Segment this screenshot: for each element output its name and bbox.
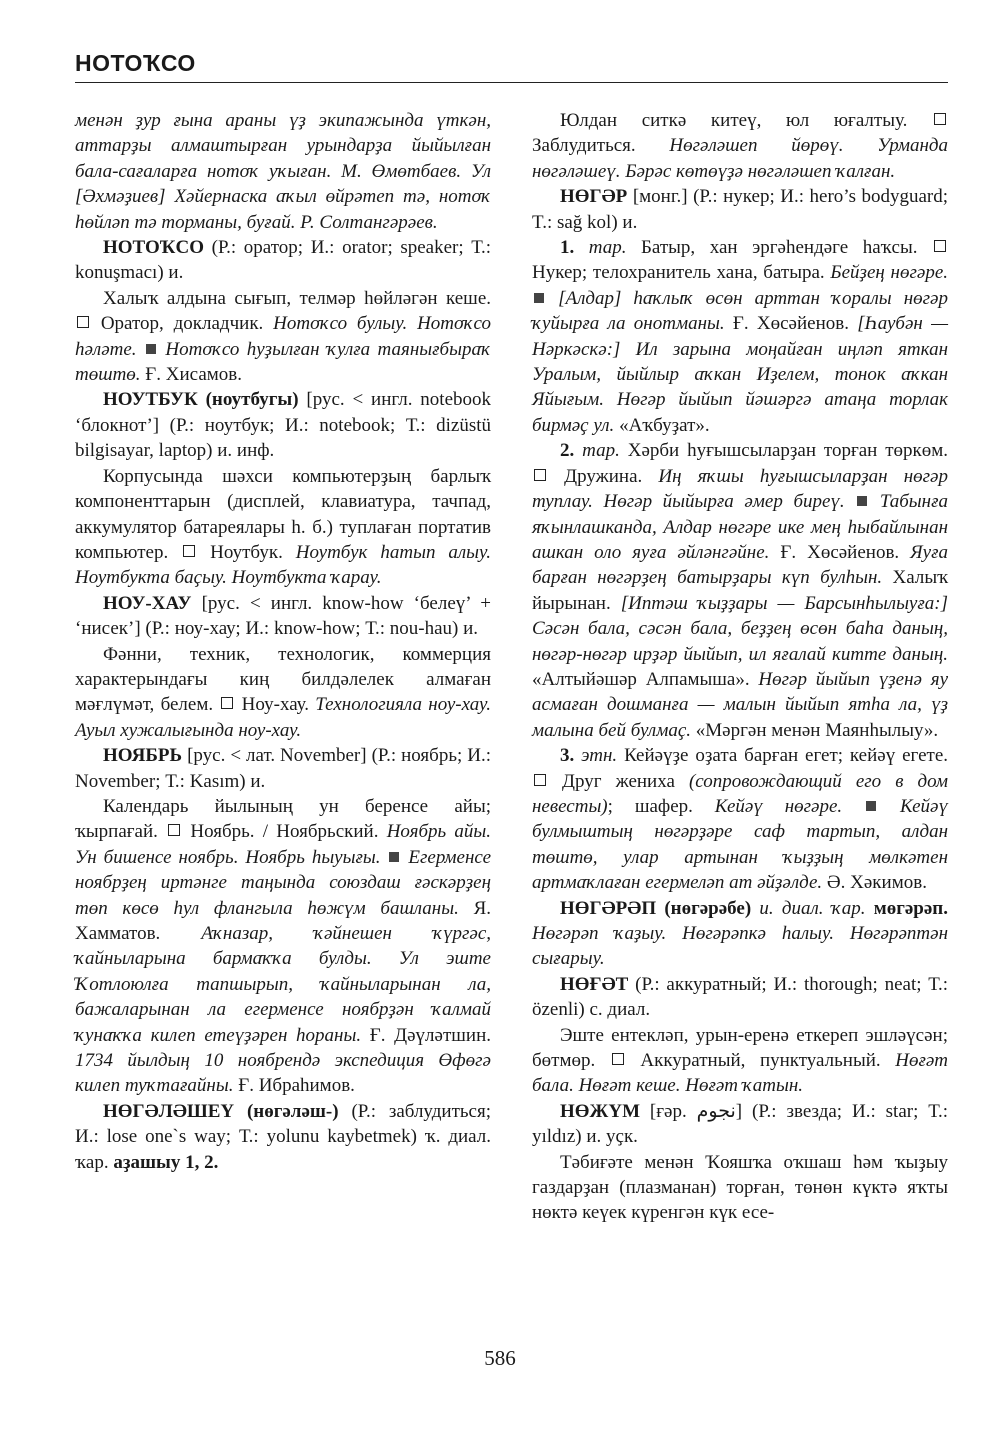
translation-box-icon bbox=[168, 824, 180, 836]
definition: Юлдан ситкә китеү, юл юғалтыу. Заблудиться. Нөгәләшеп йөрөү. Урманда нөгәләшеү. Бәрәс көтөүҙә нөгәләшеп ҡалған. bbox=[532, 110, 948, 182]
headword: НОЯБРЬ bbox=[103, 745, 183, 767]
citation-square-icon bbox=[534, 293, 544, 303]
entry-nogat: НӨҒӘТ (Р.: аккуратный; И.: thorough; neat; Т.: özenli) с. диал. bbox=[532, 973, 949, 1021]
definition: Эште ентекләп, урын-еренә еткереп эшләүсән; бөтмөр. Аккуратный, пунктуальный. Нөғәт бала. Нөғәт кеше. Нөғәт ҡатын. bbox=[532, 1024, 949, 1097]
continued-citation: менән ҙур ғына араны үҙ экипажында үткән, аттарҙы алмаштырған урындарҙа йыйылған бала-сағаларға нотоҡ уҡыған. М. Өмөтбаев. Ул [Әхмәҙиев] Хәйернаска аҡыл өйрәтеп тә, нотоҡ һөйләп тә торманы, буғай. Р. Солтангәрәев. bbox=[75, 110, 491, 233]
translation-box-icon bbox=[934, 240, 946, 252]
entry-nou-hau: НОУ-ХАУ [рус. < ингл. know-how ‘белеү’ + ‘нисек’] (Р.: ноу-хау; И.: know-how; Т.: nou-hau) и. bbox=[75, 592, 491, 640]
sense-2: 2. тар. Хәрби һуғышсыларҙан торған төркөм. Дружина. Иң яҡшы һуғышсыларҙан нөгәр туплау. Нөгәр йыйырға әмер биреү. Табынға яҡынлашканда, Алдар нөгәре ике меӊ һыбайлынан ашкан оло яуға әйләнгәйне. Ғ. Хөсәйенов. Яуға барған нөгәрҙең батырҙары күп булһын. Халыҡ йырынан. [Иптәш ҡыҙҙары — Барсынһылыуға:] Сәсән бала, сәсән бала, беҙҙең өсөн баһа даның, нөгәр-нөгәр ирҙәр йыйып, ил яғалай китте даның. «Алтыйәшәр Алпамыша». Нөгәр йыйып үҙенә яу асмаған дошманға — малын йыйып ятһа ла, үҙ малына бей булмаҫ. «Мәргән менән Маянһылыу». bbox=[532, 440, 949, 741]
headword: НОТОҠСО bbox=[103, 237, 205, 259]
entry-noutbuk: НОУТБУК (ноутбугы) [рус. < ингл. notebook ‘блокнот’] (Р.: ноутбук; И.: notebook; Т.: dizüstü bilgisayar, laptop) и. инф. bbox=[75, 389, 492, 462]
headword: НӨГӘЛӘШЕҮ (нөгәләш-) bbox=[103, 1100, 339, 1122]
entry-noyabr: НОЯБРЬ [рус. < лат. November] (Р.: ноябрь; И.: November; Т.: Kasım) и. bbox=[75, 745, 492, 792]
definition: Тәбиғәте менән Ҡояшҡа оҡшаш һәм ҡыҙыу газдарҙан (плазманан) торған, төнөн күктә яҡты нөктә кеүек күренгән күк есе- bbox=[532, 1151, 948, 1224]
translation-box-icon bbox=[77, 316, 89, 328]
arabic-word: نجوم bbox=[696, 1100, 736, 1122]
header-rule bbox=[75, 82, 948, 83]
translation-box-icon bbox=[183, 545, 195, 557]
definition: Фәнни, техник, технологик, коммерция характерындағы киң билдәлелек алмаған мәғлүмәт, белем. Ноу-хау. Технологияла ноу-хау. Ауыл хужалығында ноу-хау. bbox=[75, 643, 492, 741]
citation-square-icon bbox=[857, 496, 867, 506]
headword: НОУТБУК (ноутбугы) bbox=[103, 389, 299, 411]
headword: НӨГӘР bbox=[560, 186, 628, 208]
definition: Халыҡ алдына сығып, телмәр һөйләгән кеше. Оратор, докладчик. Нотоҡсо булыу. Нотоҡсо һәләте. Нотоҡсо һуҙылған ҡулға таянығбыраҡ төштө. Ғ. Хисамов. bbox=[75, 287, 492, 386]
headword: НӨҒӘТ bbox=[560, 973, 629, 995]
left-column bbox=[75, 108, 491, 1175]
right-column bbox=[532, 108, 948, 1226]
translation-box-icon bbox=[612, 1053, 624, 1065]
sense-1: 1. тар. Батыр, хан эргәһендәге һаҡсы. Нукер; телохранитель хана, батыра. Бейҙең нөгәре. [Алдар] һаҡлыҡ өсөн арттан ҡоралы нөгәр ҡуйырға ла онотманы. Ғ. Хөсәйенов. [Һаубән — Нәркәскә:] Ил зарына моңайған иңләп яткан Уралым, йыйлыр аҡкан Иҙелем, тонок аҡкан Яйығым. Нөгәр йыйып йәшәргә атаңа торлак бирмәҫ ул. «Аҡбуҙат». bbox=[532, 237, 949, 436]
entry-nogarap: НӨГӘРӘП (нөгәрәбе) и. диал. ҡар. мөгәрәп. Нөгәрәп ҡаҙыу. Нөгәрәпкә һалыу. Нөгәрәптән сығарыу. bbox=[532, 897, 948, 970]
headword: НӨЖҮМ bbox=[560, 1100, 640, 1122]
entry-nogalasheu: НӨГӘЛӘШЕҮ (нөгәләш-) (Р.: заблудиться; И.: lose one`s way; Т.: yolunu kaybetmek) ҡ. диал. ҡар. аҙашыу 1, 2. bbox=[75, 1100, 491, 1173]
headword: НӨГӘРӘП (нөгәрәбе) bbox=[560, 897, 752, 919]
running-head: НОТОҠСО bbox=[75, 50, 196, 76]
citation-square-icon bbox=[389, 852, 399, 862]
citation-square-icon bbox=[866, 801, 876, 811]
sense-3: 3. этн. Кейәүҙе оҙата барған егет; кейәү егете. Друг жениха (сопровождающий его в дом невесты); шафер. Кейәү нөгәре. Кейәү булмыштың нөгәрҙәре саф тартып, алдан төштө, улар артынан ҡыҙҙың мөлкәтен артмаҡлаған егермеләп ат әйҙәлде. Ә. Хәкимов. bbox=[532, 745, 949, 894]
citation-square-icon bbox=[146, 344, 156, 354]
definition: Корпусында шәхси компьютерҙың барлыҡ компоненттарын (дисплей, клавиатура, тачпад, аккумулятор батареялары һ. б.) туплаған портатив компьютер. Ноутбук. Ноутбук һатып алыу. Ноутбукта баҫыу. Ноутбукта ҡарау. bbox=[75, 465, 492, 589]
entry-nozhum: НӨЖҮМ [ғәр. نجوم] (Р.: звезда; И.: star; Т.: yıldız) и. уҫк. bbox=[532, 1100, 949, 1148]
entry-nototkso: НОТОҠСО (Р.: оратор; И.: orator; speaker; Т.: konuşmacı) и. bbox=[75, 237, 492, 284]
translation-box-icon bbox=[534, 469, 546, 481]
definition: Календарь йылының ун беренсе айы; ҡырпағай. Ноябрь. / Ноябрьский. Ноябрь айы. Ун бишенсе ноябрь. Ноябрь һыуығы. Егерменсе ноябрҙең иртәнге таңында союздаш ғәскәрҙең төп көсө һул флангыла һөжүм башланы. Я. Хамматов. Аҡназар, ҡәйнешен ҡүргәс, ҡайныларына бармаҡҡа булды. Ул эште Ҡотлоюлға тапшырып, ҡайныларынан ла, бажаларынан ла егерменсе ноябрҙән ҡалмай ҡунаҡҡа килеп етеүҙәрен һораны. Ғ. Дәүләтшин. 1734 йылдың 10 ноябрендә экспедиция Өфөгә килеп туҡтағайны. Ғ. Ибраһимов. bbox=[75, 795, 492, 1097]
headword: НОУ-ХАУ bbox=[103, 592, 192, 614]
translation-box-icon bbox=[934, 113, 946, 125]
translation-box-icon bbox=[534, 774, 546, 786]
translation-box-icon bbox=[221, 697, 233, 709]
page-number: 586 bbox=[484, 1346, 516, 1370]
entry-nogar: НӨГӘР [монг.] (Р.: нукер; И.: hero’s bodyguard; T.: sağ kol) и. bbox=[532, 186, 949, 233]
